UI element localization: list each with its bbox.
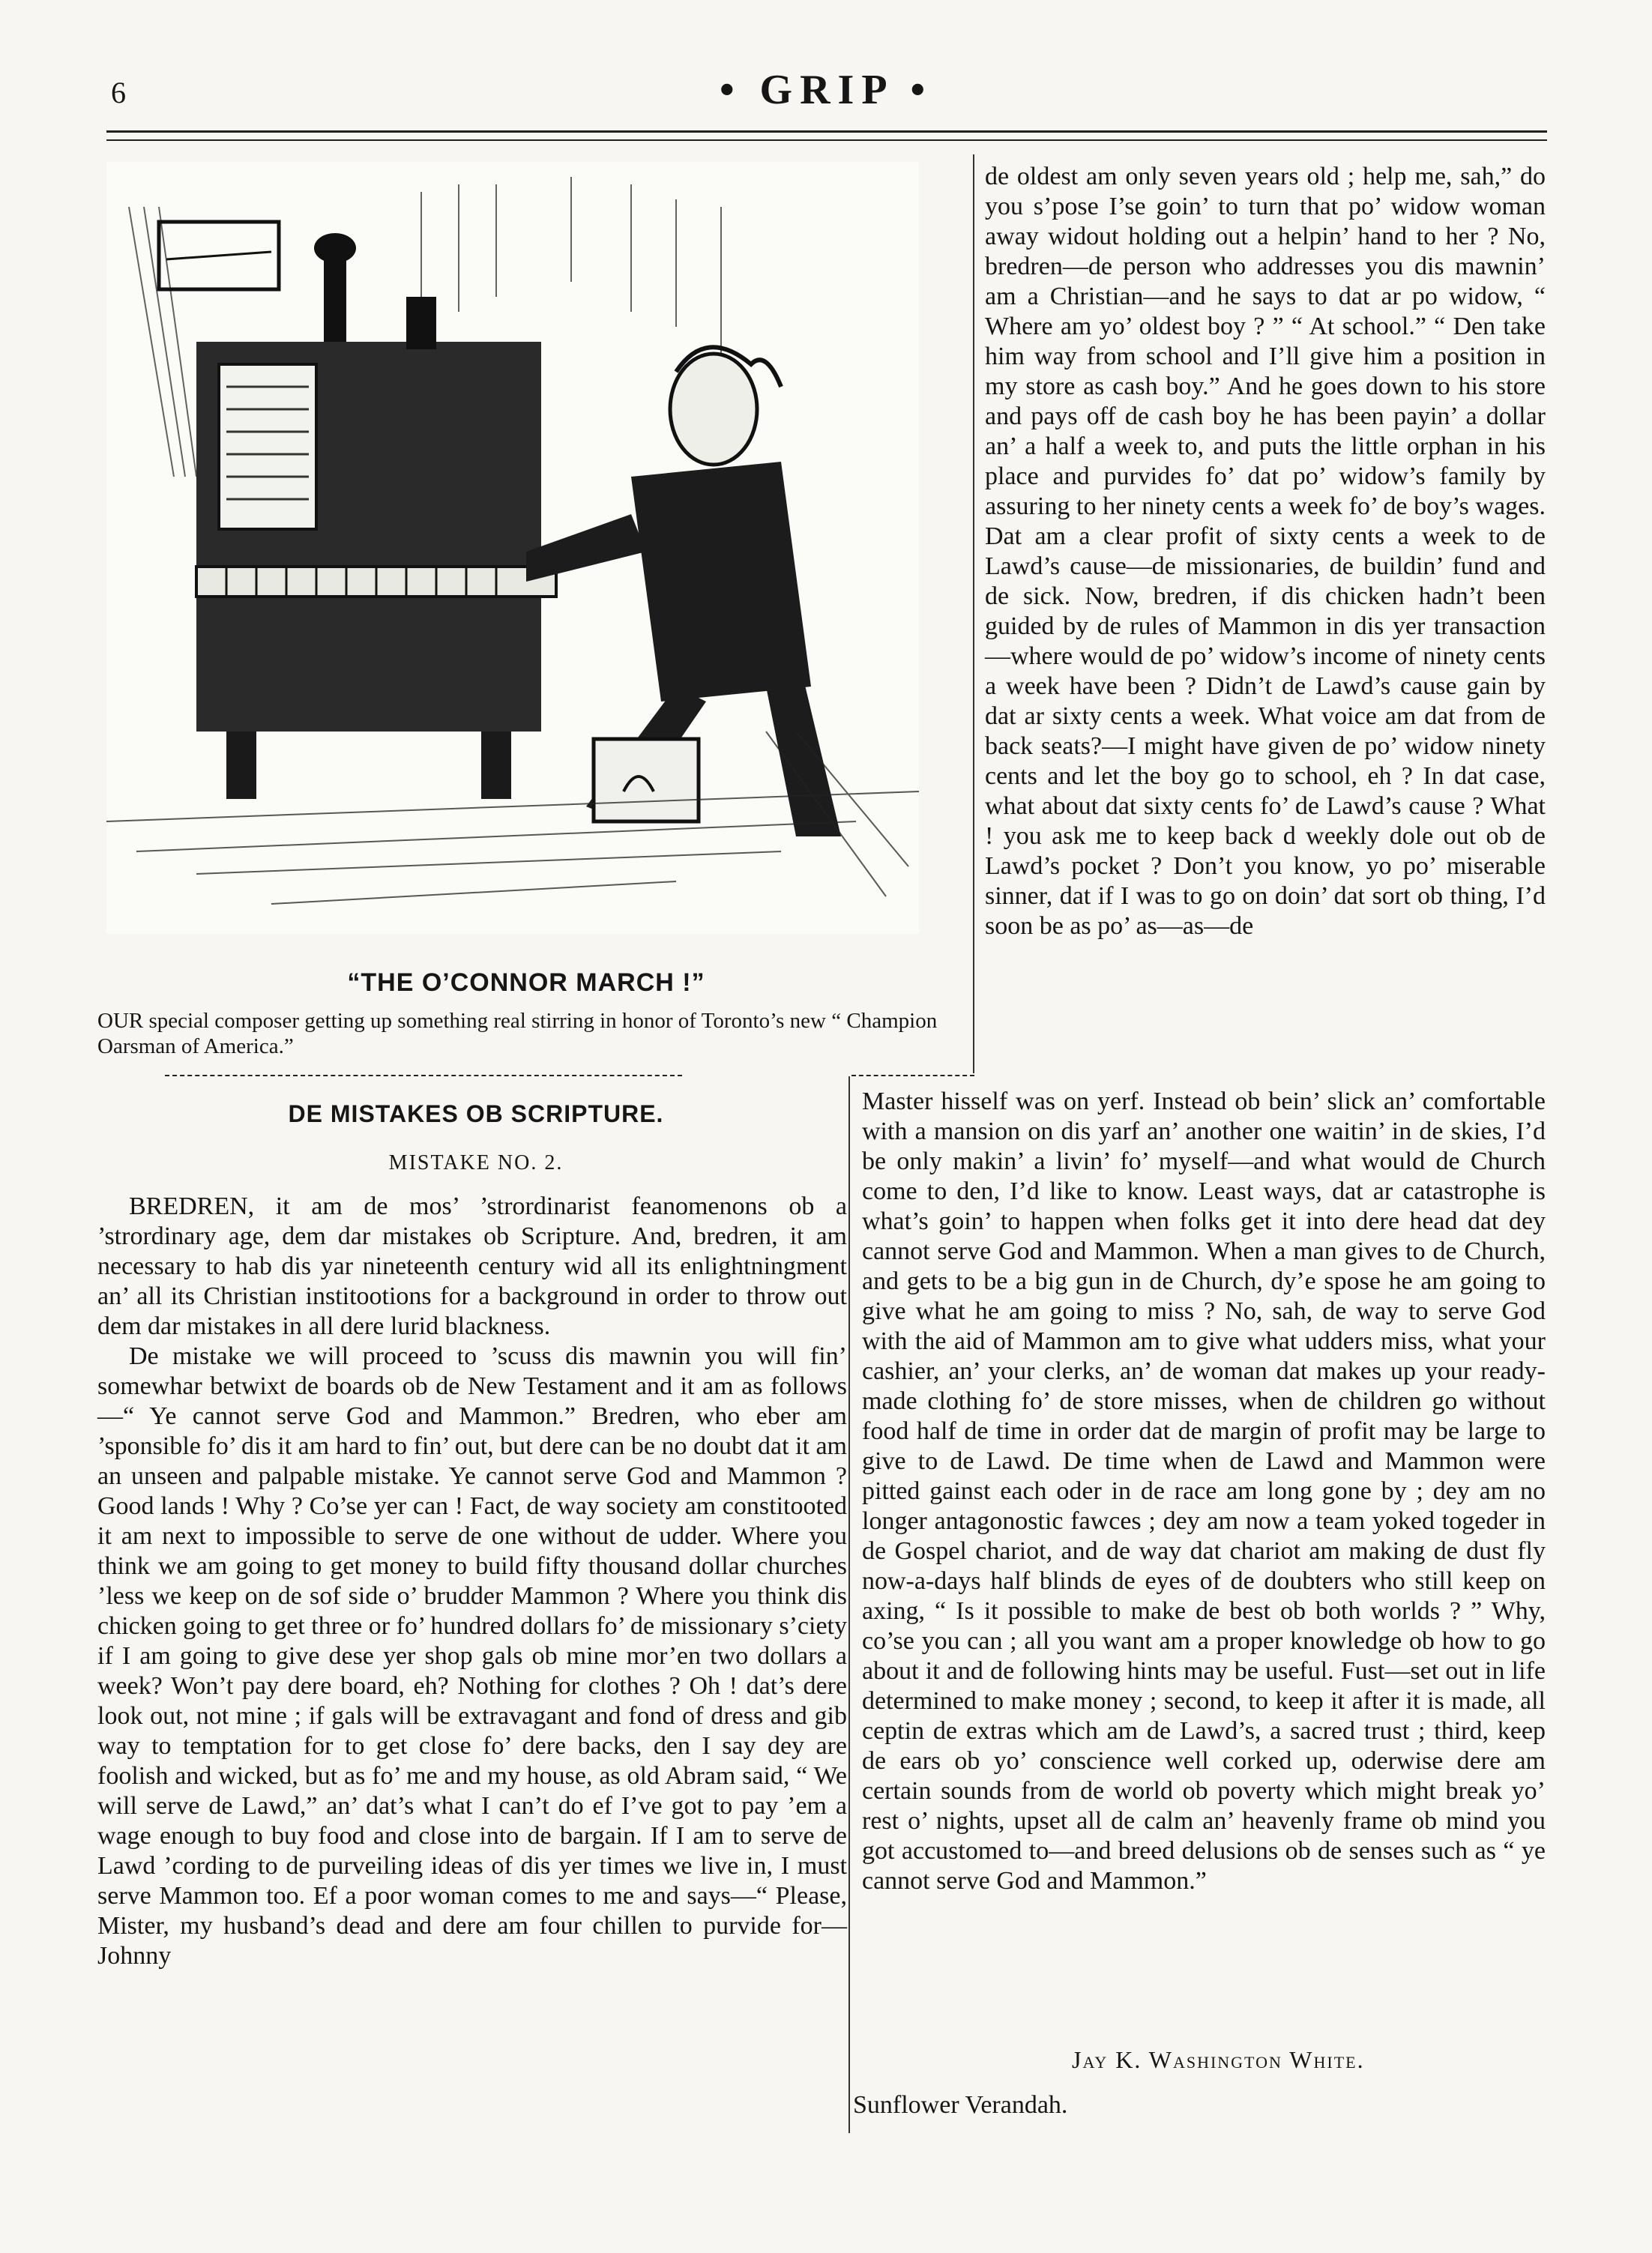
article-dateline: Sunflower Verandah.: [853, 2091, 1068, 2119]
article-paragraph-1: BREDREN, it am de mos’ ’strordinarist feanomenons ob a ’strordinary age, dem dar mistakes ob Scripture. And, bredren, it am necessary to hab dis yar nineteenth century wid all its enlightningment an’ all its Christian institootions for a background in order to throw out dem dar mistakes in all dere lurid blackness.: [97, 1192, 847, 1340]
article-continuation-top: de oldest am only seven years old ; help me, sah,” do you s’pose I’se goin’ to turn that po’ widow woman away widout holding out a helpin’ hand to her ? No, bredren—de person who addresses you dis mawnin’ am a Christian—and he says to dat ar po widow, “ Where am yo’ oldest boy ? ” “ At school.” “ Den take him way from school and I’ll give him a position in my store as cash boy.” And he goes down to his store and pays off de cash boy he has been payin’ a dollar an’ a half a week to, and puts the little orphan in his place and purvides fo’ dat po’ widow’s family by assuring to her ninety cents a week fo’ de boy’s wages. Dat am a clear profit of sixty cents a week to de Lawd’s cause—de missionaries, de buildin’ fund and de sick. Now, bredren, if dis chicken hadn’t been guided by de rules of Mammon in dis yer transaction—where would de po’ widow’s income of ninety cents a week have been ? Didn’t de Lawd’s cause gain by dat ar sixty cents a week. What voice am dat from de back seats?—I might have given de po’ widow ninety cents and let the boy go to school, eh ? In dat case, what about dat sixty cents fo’ de Lawd’s cause ? What ! you ask me to keep back d weekly dole out ob de Lawd’s pocket ? Don’t you know, yo po’ miserable sinner, dat if I was to go on doin’ dat sort ob thing, I’d soon be as po’ as—as—de: [985, 163, 1546, 940]
article-left-column: [97, 1192, 847, 1971]
article-subtitle: MISTAKE NO. 2.: [388, 1151, 564, 1174]
column-step-rule: [851, 1075, 974, 1076]
author-signature: Jay K. Washington White.: [1072, 2046, 1365, 2073]
article-right-column-bottom: [862, 1087, 1546, 1896]
illustration-composer-at-piano: [106, 162, 919, 934]
masthead: • GRIP •: [719, 67, 933, 113]
header-rule-bottom: [106, 139, 1547, 141]
page-number: 6: [111, 76, 126, 109]
column-rule-upper: [973, 154, 974, 1073]
engraving-image: [106, 162, 919, 934]
column-rule-lower: [848, 1076, 850, 2133]
illustration-separator-rule: [165, 1075, 682, 1076]
header-rule-top: [106, 130, 1547, 133]
article-right-column-top: [985, 162, 1546, 941]
illustration-caption-text: OUR special composer getting up something real stirring in honor of Toronto’s new “ Champion Oarsman of America.”: [97, 1009, 938, 1058]
illustration-caption-title: “THE O’CONNOR MARCH !”: [347, 968, 705, 997]
article-paragraph-2: De mistake we will proceed to ’scuss dis mawnin you will fin’ somewhar betwixt de boards ob de New Testament and it am as follows—“ Ye cannot serve God and Mammon.” Bredren, who eber am ’sponsible fo’ dis it am hard to fin’ out, but dere can be no doubt dat it am an unseen and palpable mistake. Ye cannot serve God and Mammon ? Good lands ! Why ? Co’se yer can ! Fact, de way society am constitooted it am next to impossible to serve de one without de udder. Where you think we am going to get money to build fifty thousand dollar churches ’less we keep on de sof side o’ brudder Mammon ? Where you think dis chicken going to get three or fo’ hundred dollars fo’ de missionary s’ciety if I am going to give dese yer shop gals ob mine mor’en two dollars a week? Won’t pay dere board, eh? Nothing for clothes ? Oh ! dat’s dere look out, not mine ; if gals will be extravagant and fond of dress and gib way to temptation for to get close fo’ dere backs, den I say dey are foolish and wicked, but as fo’ me and my house, as old Abram said, “ We will serve de Lawd,” an’ dat’s what I can’t do ef I’ve got to pay ’em a wage enough to buy food and close into de bargain. If I am to serve de Lawd ’cording to de purveiling ideas of dis yer times we live in, I must serve Mammon too. Ef a poor woman comes to me and says—“ Please, Mister, my husband’s dead and dere am four chillen to purvide for—Johnny: [97, 1342, 847, 1970]
article-title: DE MISTAKES OB SCRIPTURE.: [288, 1100, 664, 1127]
article-continuation-bottom: Master hisself was on yerf. Instead ob bein’ slick an’ comfortable with a mansion on dis yarf an’ another one waitin’ in de skies, I’d be only makin’ a livin’ fo’ myself—and what would de Church come to den, I’d like to know. Least ways, dat ar catastrophe is what’s goin’ to happen when folks get it into dere head dat dey cannot serve God and Mammon. When a man gives to de Church, and gets to be a big gun in de Church, dy’e spose he am going to give what he am going to miss ? No, sah, de way to serve God with the aid of Mammon am to give what udders miss, what your cashier, an’ your clerks, an’ de woman dat makes up your ready-made clothing fo’ de store misses, when de children go without food half de time in order dat de margin of profit may be large to give to de Lawd. De time when de Lawd and Mammon were pitted gainst each oder in de race am long gone by ; dey am no longer antagonostic fawces ; dey am now a team yoked togeder in de Gospel chariot, and de way dat chariot am making de dust fly now-a-days half blinds de eyes of de doubters who still keep on axing, “ Is it possible to make de best ob both worlds ? ” Why, co’se you can ; all you want am a proper knowledge ob how to go about it and de following hints may be useful. Fust—set out in life determined to make money ; second, to keep it after it is made, all ceptin de extras which am de Lawd’s, a sacred trust ; third, keep de ears ob yo’ conscience well corked up, oderwise dere am certain sounds from de world ob poverty which might break yo’ rest o’ nights, upset all de calm an’ heavenly frame ob mind you got accustomed to—and breed delusions ob de senses such as “ ye cannot serve God and Mammon.”: [862, 1088, 1546, 1895]
